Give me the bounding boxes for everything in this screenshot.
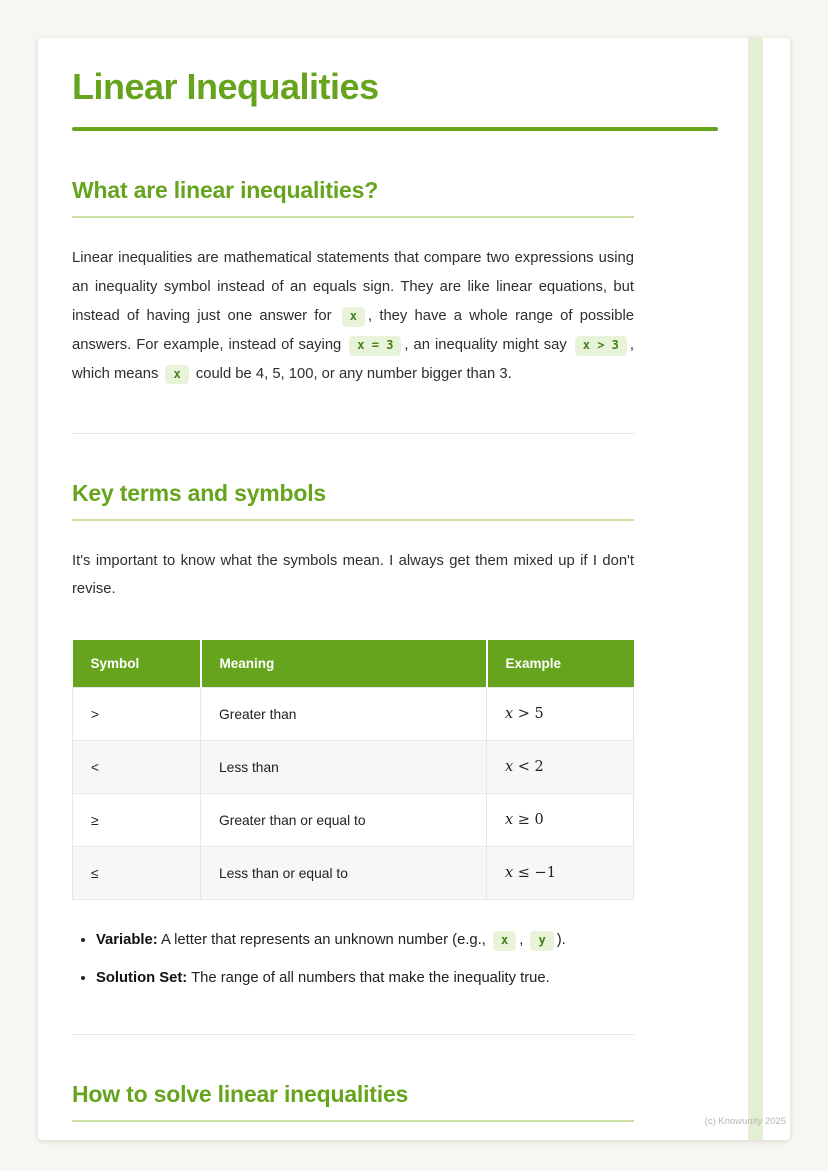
column-header-example: Example — [487, 640, 634, 688]
symbol-cell: ≤ — [73, 847, 201, 900]
text-run: A letter that represents an unknown number (e.g., — [157, 932, 490, 949]
text-run: , an inequality might say — [404, 336, 572, 353]
meaning-cell: Greater than — [201, 688, 487, 741]
table-header-row — [73, 640, 634, 688]
text-run: , — [519, 932, 528, 949]
term-label: Solution Set: — [96, 969, 188, 986]
title-rule — [72, 127, 718, 131]
key-terms-intro: It's important to know what the symbols mean. I always get them mixed up if I don't revise. — [72, 552, 634, 598]
list-item-solution-set — [96, 966, 634, 990]
section-divider — [72, 1034, 634, 1035]
term-label: Variable: — [96, 932, 158, 949]
section-heading-underline — [72, 1120, 634, 1122]
column-header-symbol: Symbol — [73, 640, 201, 688]
text-run: The range of all numbers that make the inequality true. — [187, 969, 550, 986]
math-variable: x — [505, 759, 514, 776]
table-row — [73, 688, 634, 741]
text-run: could be 4, 5, 100, or any number bigger than 3. — [191, 365, 512, 382]
symbol-cell: > — [73, 688, 201, 741]
list-item-variable — [96, 928, 634, 952]
math-variable: x — [505, 812, 514, 829]
inline-code-chip: x — [165, 365, 188, 385]
section-heading: Key terms and symbols — [72, 479, 327, 506]
section-heading-underline — [72, 216, 634, 218]
symbols-table — [72, 640, 634, 900]
table-row — [73, 741, 634, 794]
inline-code-chip: x — [493, 931, 516, 951]
example-cell — [487, 741, 634, 794]
column-header-meaning: Meaning — [201, 640, 487, 688]
example-cell — [487, 794, 634, 847]
example-cell — [487, 688, 634, 741]
math-variable: x — [505, 706, 514, 723]
copyright-footer: (c) Knowunity 2025 — [704, 1116, 786, 1127]
text-run: Linear inequalities are mathematical statements that compare two expressions using an inequality symbol instead of an equals sign. They are like linear equations, but instead of having just one answer for — [72, 250, 634, 325]
intro-paragraph — [72, 244, 634, 388]
section-divider — [72, 433, 634, 434]
text-run: , they have a whole range of possible answers. For example, instead of saying — [72, 308, 634, 353]
inline-code-chip: x = 3 — [349, 336, 401, 356]
example-cell — [487, 847, 634, 900]
meaning-cell: Less than — [201, 741, 487, 794]
inline-code-chip: y — [530, 931, 553, 951]
notebook-margin-stripe — [748, 38, 763, 1140]
document-content — [38, 38, 634, 1122]
section-heading: How to solve linear inequalities — [72, 1081, 409, 1108]
table-row — [73, 847, 634, 900]
document-sheet — [38, 38, 790, 1140]
math-expression: > 5 — [513, 706, 544, 723]
key-terms-list — [72, 928, 634, 990]
section-what-are-linear-inequalities — [72, 177, 634, 388]
inline-code-chip: x > 3 — [575, 336, 627, 356]
section-heading-underline — [72, 519, 634, 521]
page-title: Linear Inequalities — [72, 66, 379, 107]
symbol-cell: ≥ — [73, 794, 201, 847]
meaning-cell: Greater than or equal to — [201, 794, 487, 847]
inline-code-chip: x — [342, 307, 365, 327]
section-how-to-solve — [72, 1081, 634, 1122]
table-row — [73, 794, 634, 847]
math-expression: ≥ 0 — [513, 812, 544, 829]
symbols-table-body — [73, 688, 634, 900]
symbols-table-header — [73, 640, 634, 688]
section-heading: What are linear inequalities? — [72, 177, 379, 204]
text-run: ). — [556, 932, 566, 949]
math-variable: x — [505, 865, 514, 882]
section-key-terms — [72, 480, 634, 991]
math-expression: < 2 — [513, 759, 544, 776]
text-run: , which means — [72, 336, 634, 382]
math-expression: ≤ −1 — [513, 865, 556, 882]
symbol-cell: < — [73, 741, 201, 794]
meaning-cell: Less than or equal to — [201, 847, 487, 900]
